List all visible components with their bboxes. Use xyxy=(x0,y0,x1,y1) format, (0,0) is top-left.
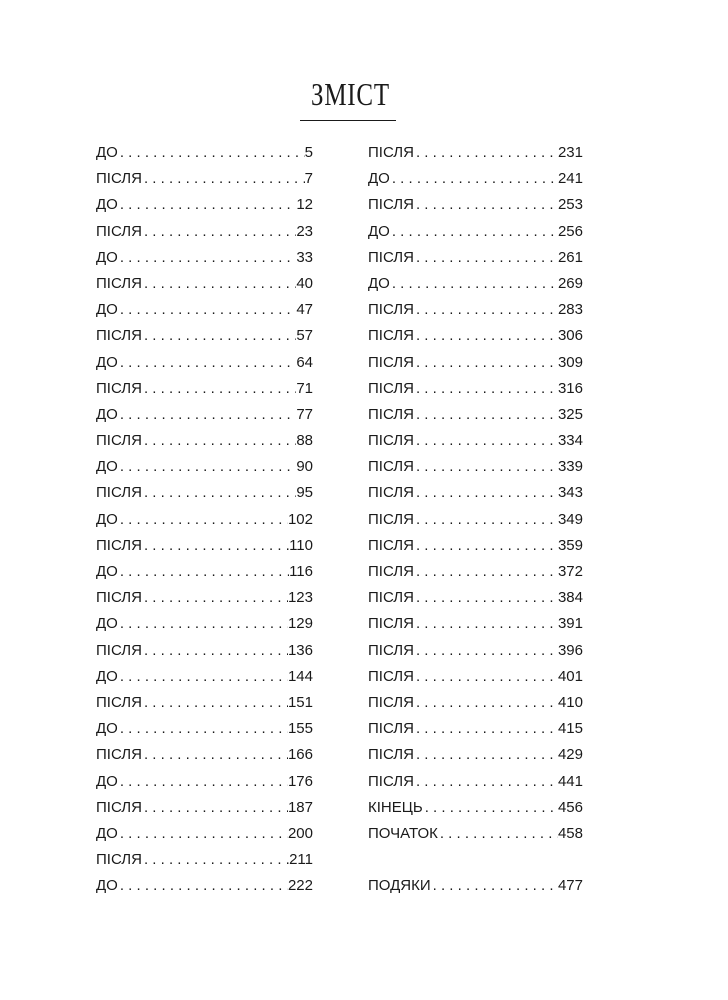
toc-dot-leader xyxy=(414,690,558,716)
toc-entry-label: ПІСЛЯ xyxy=(368,589,414,607)
toc-entry-label: ДО xyxy=(96,615,118,633)
toc-entry-page-number: 136 xyxy=(287,641,313,659)
toc-entry-label: ПІСЛЯ xyxy=(96,746,142,764)
toc-entry-page-number: 129 xyxy=(287,615,313,633)
toc-entry[interactable] xyxy=(96,664,313,690)
toc-entry[interactable] xyxy=(96,480,313,506)
toc-dot-leader xyxy=(414,192,558,218)
toc-entry-label: ДО xyxy=(96,824,118,842)
toc-entry[interactable] xyxy=(96,795,313,821)
toc-dot-leader xyxy=(414,350,558,376)
toc-dot-leader xyxy=(142,795,288,821)
toc-entry-page-number: 477 xyxy=(557,877,583,895)
toc-entry[interactable] xyxy=(368,323,583,349)
toc-entry-page-number: 77 xyxy=(296,405,313,423)
toc-entry[interactable] xyxy=(368,428,583,454)
toc-entry-label: ПОДЯКИ xyxy=(368,877,431,895)
toc-dot-leader xyxy=(414,664,558,690)
toc-entry[interactable] xyxy=(368,664,583,690)
toc-entry-label: ПІСЛЯ xyxy=(368,248,414,266)
toc-entry-label: ДО xyxy=(96,667,118,685)
toc-entry[interactable] xyxy=(368,611,583,637)
toc-entry[interactable] xyxy=(96,873,313,899)
toc-entry-page-number: 7 xyxy=(304,170,313,188)
toc-dot-leader xyxy=(414,140,558,166)
toc-entry-label: ПІСЛЯ xyxy=(368,432,414,450)
toc-dot-leader xyxy=(414,480,558,506)
toc-entry-page-number: 123 xyxy=(287,589,313,607)
toc-dot-leader xyxy=(414,638,558,664)
toc-entry-page-number: 410 xyxy=(557,693,583,711)
toc-entry-page-number: 231 xyxy=(557,144,583,161)
toc-entry-label: ДО xyxy=(96,720,118,738)
toc-entry-page-number: 415 xyxy=(557,720,583,738)
toc-entry-page-number: 429 xyxy=(557,746,583,764)
toc-entry-page-number: 95 xyxy=(296,484,313,502)
toc-entry-page-number: 222 xyxy=(287,877,313,895)
toc-entry-page-number: 349 xyxy=(557,510,583,528)
toc-dot-leader xyxy=(414,611,558,637)
toc-entry-page-number: 71 xyxy=(296,379,313,397)
toc-entry-page-number: 241 xyxy=(557,170,583,188)
toc-entry-label: ПІСЛЯ xyxy=(368,144,414,161)
toc-entry-page-number: 47 xyxy=(296,301,313,319)
toc-entry[interactable] xyxy=(96,769,313,795)
toc-entry[interactable] xyxy=(96,690,313,716)
toc-entry-label: ПІСЛЯ xyxy=(96,693,142,711)
toc-entry-label: ПІСЛЯ xyxy=(368,510,414,528)
toc-entry[interactable] xyxy=(96,716,313,742)
toc-entry-page-number: 64 xyxy=(296,353,313,371)
toc-dot-leader xyxy=(438,821,558,847)
toc-dot-leader xyxy=(118,140,305,166)
toc-entry-label: ПІСЛЯ xyxy=(368,693,414,711)
toc-dot-leader xyxy=(414,716,558,742)
toc-entry-label: ПІСЛЯ xyxy=(368,720,414,738)
toc-entry-page-number: 88 xyxy=(296,432,313,450)
toc-entry-page-number: 401 xyxy=(557,667,583,685)
toc-dot-leader xyxy=(414,323,558,349)
toc-entry[interactable] xyxy=(368,376,583,402)
toc-entry[interactable] xyxy=(96,742,313,768)
toc-entry-page-number: 456 xyxy=(557,798,583,816)
toc-entry-page-number: 90 xyxy=(296,458,313,476)
toc-entry-page-number: 269 xyxy=(557,274,583,292)
toc-entry-page-number: 12 xyxy=(296,196,313,214)
toc-dot-leader xyxy=(390,166,558,192)
toc-entry-page-number: 391 xyxy=(557,615,583,633)
toc-entry-label: ПІСЛЯ xyxy=(368,772,414,790)
toc-entry-label: ДО xyxy=(96,877,118,895)
toc-entry[interactable] xyxy=(96,376,313,402)
toc-entry[interactable] xyxy=(368,873,583,899)
toc-dot-leader xyxy=(142,533,289,559)
toc-entry-label: ПІСЛЯ xyxy=(368,196,414,214)
toc-entry-page-number: 151 xyxy=(287,693,313,711)
toc-entry-label: ПІСЛЯ xyxy=(368,746,414,764)
toc-entry-label: ПІСЛЯ xyxy=(96,589,142,607)
toc-entry-label: ПІСЛЯ xyxy=(96,170,142,188)
toc-dot-leader xyxy=(414,769,558,795)
toc-entry-page-number: 33 xyxy=(296,248,313,266)
toc-entry[interactable] xyxy=(368,638,583,664)
toc-entry-label: ПІСЛЯ xyxy=(96,327,142,345)
toc-entry[interactable] xyxy=(368,716,583,742)
toc-entry-page-number: 57 xyxy=(296,327,313,345)
toc-entry[interactable] xyxy=(96,454,313,480)
toc-entry[interactable] xyxy=(96,245,313,271)
title-underline xyxy=(300,120,396,121)
toc-entry[interactable] xyxy=(96,271,313,297)
toc-entry-page-number: 343 xyxy=(557,484,583,502)
toc-entry-page-number: 261 xyxy=(557,248,583,266)
toc-entry[interactable] xyxy=(368,297,583,323)
toc-entry[interactable] xyxy=(368,402,583,428)
toc-entry[interactable] xyxy=(96,507,313,533)
toc-entry[interactable] xyxy=(96,611,313,637)
toc-entry-label: ПІСЛЯ xyxy=(368,379,414,397)
toc-entry-label: ПІСЛЯ xyxy=(96,798,142,816)
toc-entry-label: ПІСЛЯ xyxy=(368,327,414,345)
toc-entry-page-number: 144 xyxy=(287,667,313,685)
toc-dot-leader xyxy=(142,323,296,349)
toc-dot-leader xyxy=(142,638,288,664)
toc-entry-label: ДО xyxy=(96,772,118,790)
toc-dot-leader xyxy=(142,376,296,402)
toc-dot-leader xyxy=(118,192,296,218)
toc-entry-label: ПІСЛЯ xyxy=(368,615,414,633)
toc-dot-leader xyxy=(414,742,558,768)
toc-entry-label: ДО xyxy=(368,274,390,292)
toc-entry-label: ПІСЛЯ xyxy=(96,432,142,450)
page-title: ЗМІСТ xyxy=(311,76,390,112)
toc-dot-leader xyxy=(390,219,558,245)
toc-entry[interactable] xyxy=(96,140,313,166)
toc-entry-label: ПІСЛЯ xyxy=(96,536,142,554)
toc-entry-page-number: 384 xyxy=(557,589,583,607)
toc-dot-leader xyxy=(118,821,288,847)
toc-entry[interactable] xyxy=(96,559,313,585)
toc-entry[interactable] xyxy=(368,140,583,166)
toc-entry[interactable] xyxy=(368,350,583,376)
toc-dot-leader xyxy=(118,664,288,690)
toc-entry-page-number: 155 xyxy=(287,720,313,738)
toc-entry-label: ДО xyxy=(96,405,118,423)
toc-entry-label: ПІСЛЯ xyxy=(368,536,414,554)
toc-entry-page-number: 40 xyxy=(296,274,313,292)
toc-dot-leader xyxy=(142,480,296,506)
toc-entry-label: ДО xyxy=(96,563,118,580)
toc-entry-page-number: 176 xyxy=(287,772,313,790)
toc-entry-page-number: 102 xyxy=(287,510,313,528)
toc-entry-label: ДО xyxy=(368,170,390,188)
toc-entry-label: ДО xyxy=(96,144,118,161)
toc-entry-page-number: 309 xyxy=(557,353,583,371)
toc-entry-label: ПІСЛЯ xyxy=(368,484,414,502)
toc-entry[interactable] xyxy=(368,507,583,533)
toc-entry-page-number: 253 xyxy=(557,196,583,214)
toc-dot-leader xyxy=(118,297,296,323)
toc-entry[interactable] xyxy=(368,480,583,506)
toc-entry[interactable] xyxy=(96,166,313,192)
toc-entry-label: ДО xyxy=(96,510,118,528)
toc-entry[interactable] xyxy=(96,323,313,349)
toc-dot-leader xyxy=(118,245,296,271)
toc-dot-leader xyxy=(414,376,558,402)
toc-entry-label: ПІСЛЯ xyxy=(96,379,142,397)
toc-entry-label: ПОЧАТОК xyxy=(368,824,438,842)
toc-entry-label: ДО xyxy=(96,353,118,371)
toc-entry[interactable] xyxy=(368,821,583,847)
toc-entry[interactable] xyxy=(368,533,583,559)
toc-entry-page-number: 458 xyxy=(557,824,583,842)
toc-dot-leader xyxy=(414,245,558,271)
toc-entry[interactable] xyxy=(368,454,583,480)
toc-entry-page-number: 5 xyxy=(304,144,313,161)
toc-dot-leader xyxy=(142,271,296,297)
toc-entry[interactable] xyxy=(368,795,583,821)
toc-entry-page-number: 372 xyxy=(557,563,583,580)
toc-entry[interactable] xyxy=(96,585,313,611)
toc-entry[interactable] xyxy=(368,245,583,271)
toc-entry-page-number: 211 xyxy=(289,851,313,869)
toc-entry-page-number: 306 xyxy=(557,327,583,345)
toc-entry-page-number: 339 xyxy=(557,458,583,476)
toc-entry-label: ПІСЛЯ xyxy=(96,222,142,240)
toc-entry[interactable] xyxy=(96,297,313,323)
toc-entry[interactable] xyxy=(368,585,583,611)
toc-dot-leader xyxy=(142,847,289,873)
toc-dot-leader xyxy=(414,454,558,480)
toc-entry[interactable] xyxy=(368,742,583,768)
toc-entry-label: ПІСЛЯ xyxy=(96,641,142,659)
toc-entry[interactable] xyxy=(96,192,313,218)
toc-entry-label: ДО xyxy=(96,248,118,266)
toc-entry[interactable] xyxy=(368,690,583,716)
toc-entry[interactable] xyxy=(96,821,313,847)
toc-dot-leader xyxy=(118,873,288,899)
toc-dot-leader xyxy=(142,166,305,192)
toc-entry-page-number: 110 xyxy=(289,536,313,554)
toc-entry-label: ПІСЛЯ xyxy=(368,301,414,319)
toc-entry-page-number: 359 xyxy=(557,536,583,554)
toc-dot-leader xyxy=(414,585,558,611)
toc-right-column xyxy=(368,140,583,899)
toc-entry-page-number: 200 xyxy=(287,824,313,842)
toc-entry[interactable] xyxy=(368,271,583,297)
toc-left-column xyxy=(96,140,313,899)
toc-entry-label: ПІСЛЯ xyxy=(368,667,414,685)
toc-entry[interactable] xyxy=(96,847,313,873)
toc-entry-page-number: 23 xyxy=(296,222,313,240)
toc-entry-page-number: 256 xyxy=(557,222,583,240)
toc-entry-page-number: 441 xyxy=(557,772,583,790)
toc-entry[interactable] xyxy=(368,769,583,795)
toc-dot-leader xyxy=(142,428,296,454)
toc-entry[interactable] xyxy=(368,219,583,245)
toc-dot-leader xyxy=(118,507,288,533)
toc-dot-leader xyxy=(142,585,288,611)
toc-dot-leader xyxy=(414,507,558,533)
toc-entry[interactable] xyxy=(96,533,313,559)
toc-dot-leader xyxy=(118,454,296,480)
toc-entry[interactable] xyxy=(368,166,583,192)
toc-entry-page-number: 396 xyxy=(557,641,583,659)
toc-dot-leader xyxy=(142,690,288,716)
toc-entry-page-number: 316 xyxy=(557,379,583,397)
toc-dot-leader xyxy=(118,611,288,637)
toc-entry-page-number: 283 xyxy=(557,301,583,319)
toc-entry-page-number: 334 xyxy=(557,432,583,450)
toc-dot-leader xyxy=(423,795,558,821)
toc-entry-page-number: 325 xyxy=(557,405,583,423)
toc-entry-label: ДО xyxy=(96,196,118,214)
toc-entry[interactable] xyxy=(96,638,313,664)
toc-dot-leader xyxy=(414,559,558,585)
toc-entry-label: ПІСЛЯ xyxy=(368,458,414,476)
toc-entry[interactable] xyxy=(368,559,583,585)
toc-dot-leader xyxy=(142,742,288,768)
toc-dot-leader xyxy=(390,271,558,297)
toc-dot-leader xyxy=(118,769,288,795)
toc-entry[interactable] xyxy=(368,192,583,218)
toc-entry[interactable] xyxy=(96,219,313,245)
toc-dot-leader xyxy=(118,559,289,585)
toc-entry-label: ПІСЛЯ xyxy=(368,353,414,371)
toc-entry-page-number: 187 xyxy=(287,798,313,816)
toc-entry-label: ПІСЛЯ xyxy=(96,484,142,502)
toc-entry-label: ДО xyxy=(96,301,118,319)
toc-entry-label: ПІСЛЯ xyxy=(368,641,414,659)
toc-entry-page-number: 116 xyxy=(289,563,313,580)
toc-spacer xyxy=(368,847,583,873)
toc-dot-leader xyxy=(414,533,558,559)
toc-entry-page-number: 166 xyxy=(287,746,313,764)
toc-entry-label: КІНЕЦЬ xyxy=(368,798,423,816)
toc-dot-leader xyxy=(431,873,558,899)
toc-dot-leader xyxy=(118,402,296,428)
toc-entry-label: ПІСЛЯ xyxy=(96,274,142,292)
toc-dot-leader xyxy=(118,716,288,742)
toc-dot-leader xyxy=(142,219,296,245)
toc-dot-leader xyxy=(414,297,558,323)
toc-dot-leader xyxy=(414,428,558,454)
toc-entry-label: ПІСЛЯ xyxy=(368,405,414,423)
toc-dot-leader xyxy=(414,402,558,428)
toc-entry-label: ПІСЛЯ xyxy=(96,851,142,869)
toc-entry-label: ДО xyxy=(96,458,118,476)
toc-entry-label: ПІСЛЯ xyxy=(368,563,414,580)
toc-entry[interactable] xyxy=(96,350,313,376)
toc-dot-leader xyxy=(118,350,296,376)
toc-entry[interactable] xyxy=(96,428,313,454)
toc-entry-label: ДО xyxy=(368,222,390,240)
toc-entry[interactable] xyxy=(96,402,313,428)
